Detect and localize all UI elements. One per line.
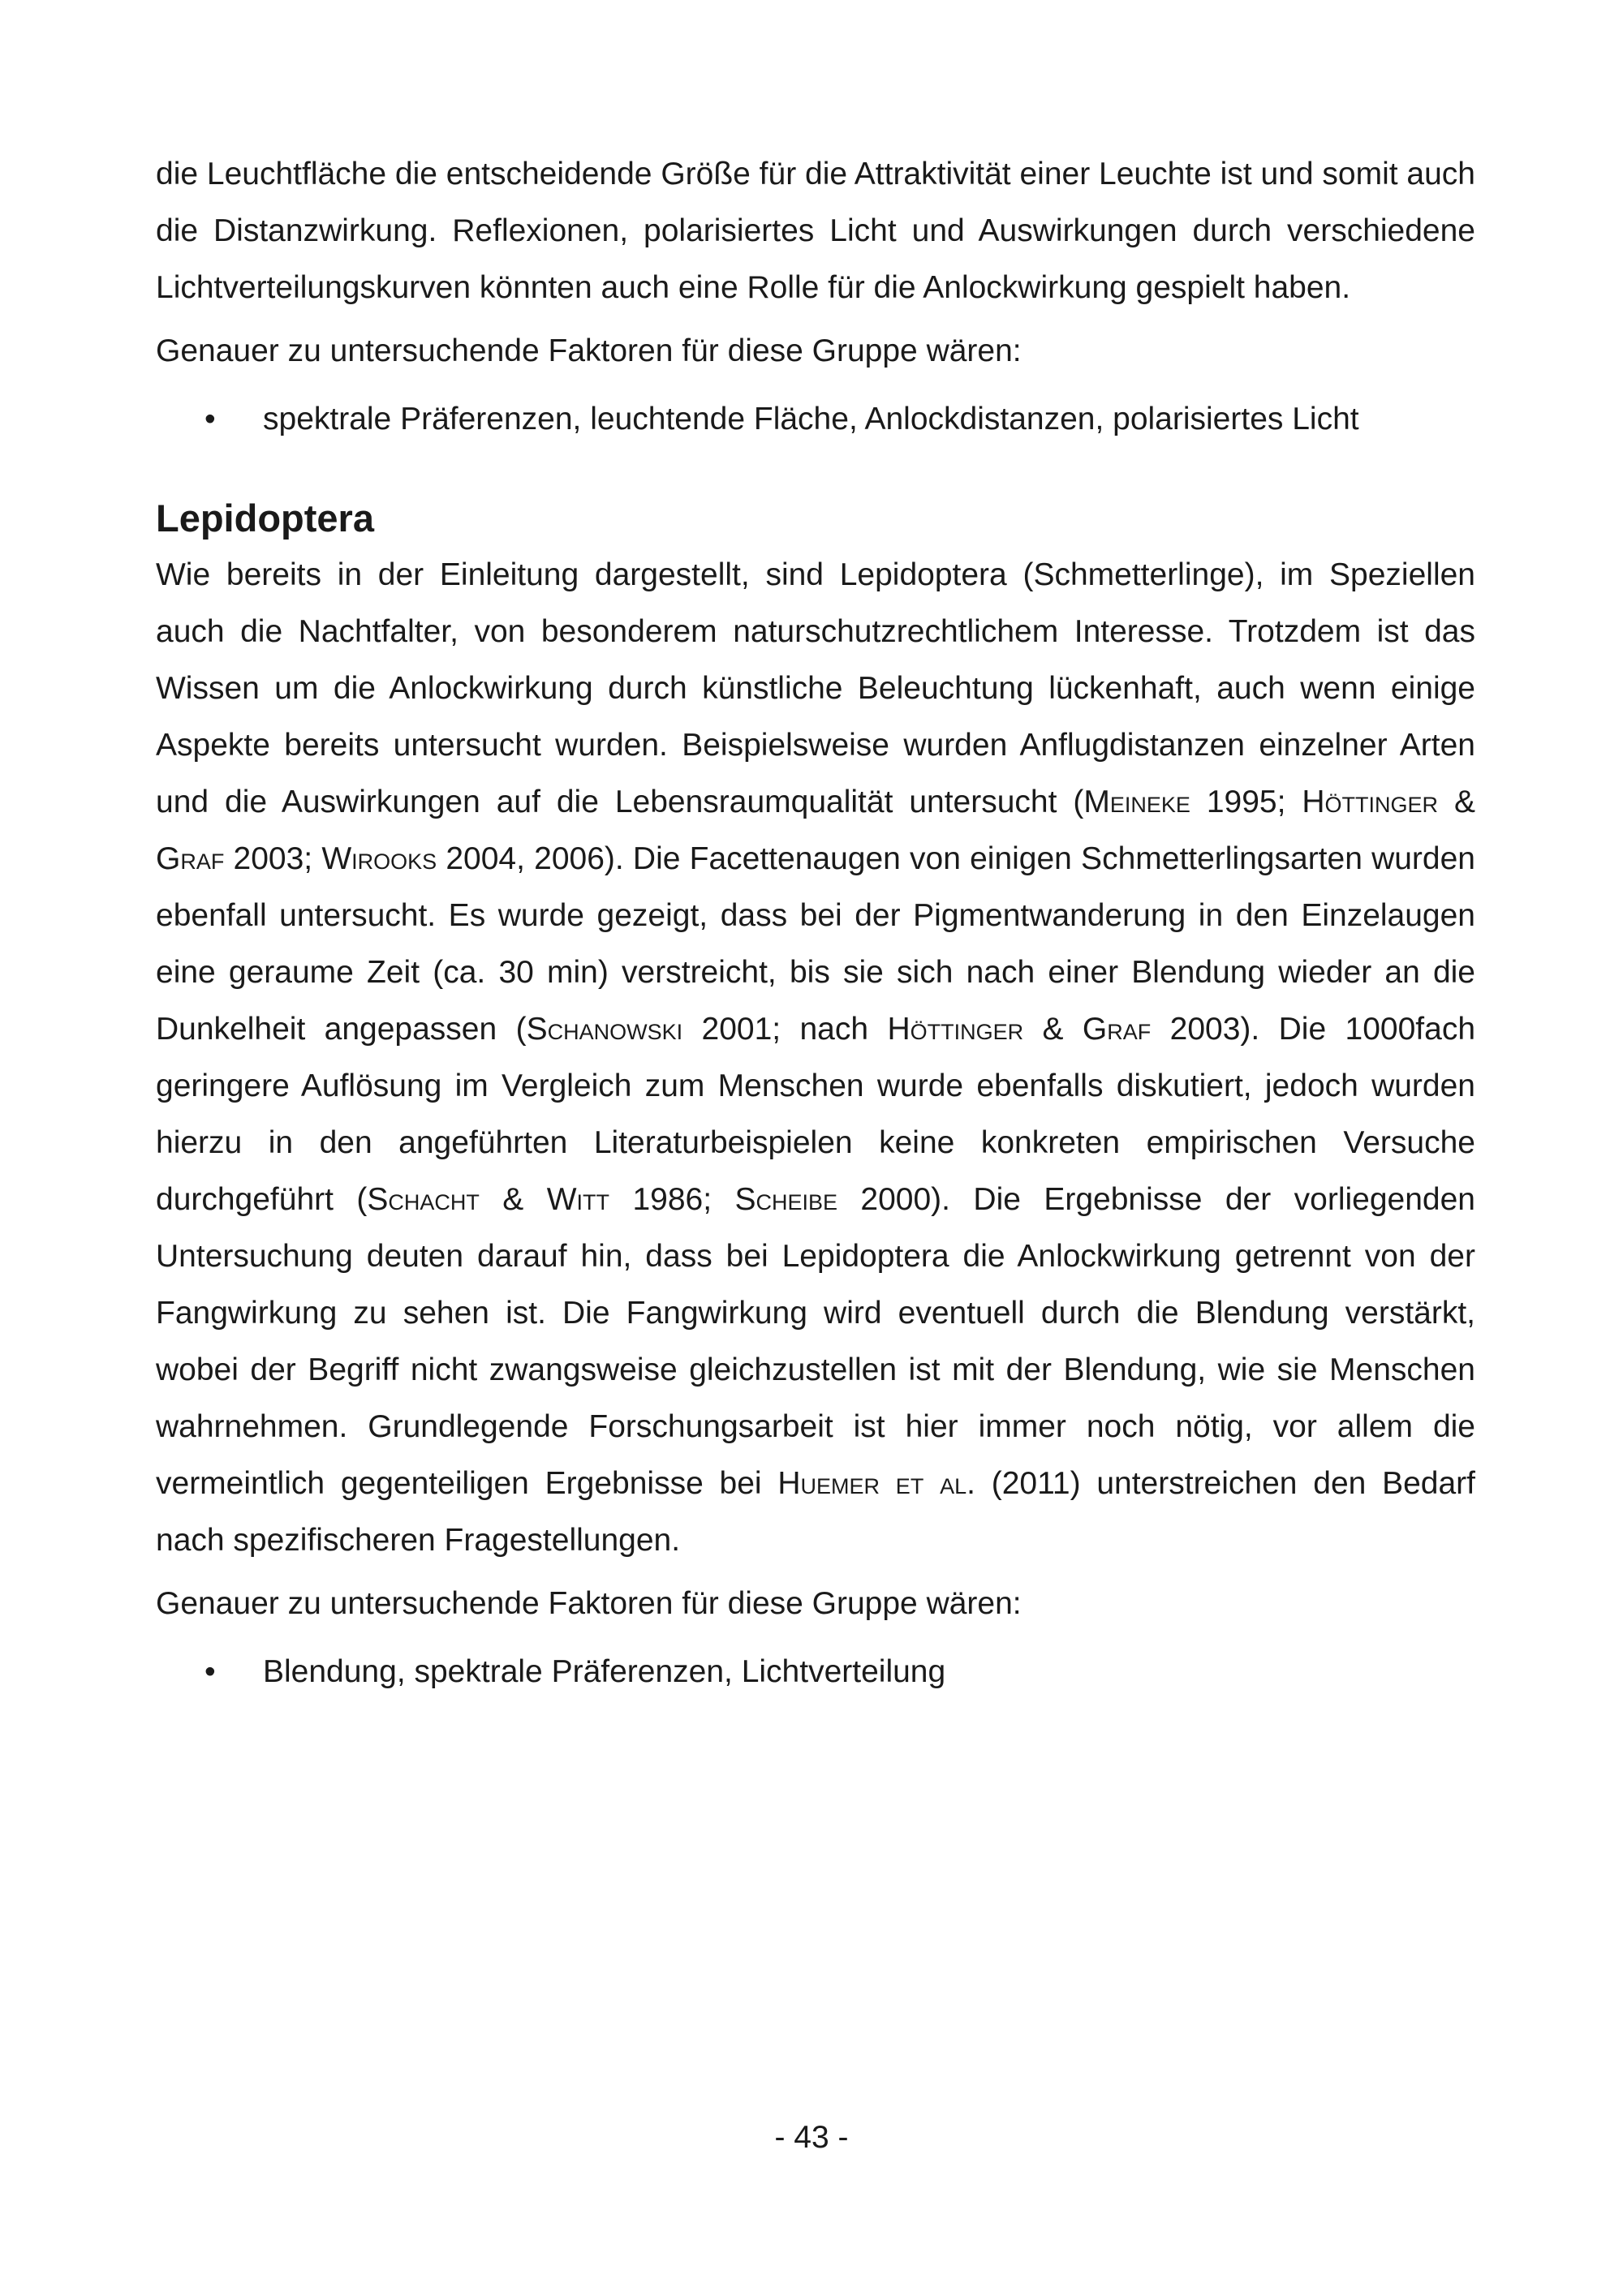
factors-list-1 [156,391,1475,448]
text-run: 2003). Die 1000fach geringere Auflösung im Vergleich zum Menschen wurde ebenfalls diskutiert, jedoch wurden hierzu in den angeführten Literaturbeispielen keine konkreten empirischen Versuche durchgeführt ( [156,1012,1476,1217]
citation-author: Schanowski [526,1012,683,1047]
text-run: 2003; [224,841,322,876]
paragraph-continuation: die Leuchtfläche die entscheidende Größe für die Attraktivität einer Leuchte ist und somit auch die Distanzwirkung. Reflexionen, polarisiertes Licht und Auswirkungen durch verschiedene Lichtverteilungskurven könnten auch eine Rolle für die Anlockwirkung gespielt haben. [156,157,1475,305]
text-run: & [1438,785,1475,819]
factors-intro-1: Genauer zu untersuchende Faktoren für diese Gruppe wären: [156,333,1022,368]
text-run: 2001; nach [682,1012,888,1047]
list-item [156,391,1475,448]
section-heading-lepidoptera: Lepidoptera [156,497,374,540]
text-run: 2004, 2006). Die Facettenaugen von einigen Schmetterlingsarten wurden ebenfall untersucht. Es wurde gezeigt, dass bei der Pigmentwanderung in den Einzelaugen eine geraume Zeit (ca. 30 min) verstreicht, bis sie sich nach einer Blendung wieder an die Dunkelheit angepassen ( [156,841,1475,1047]
bullet-icon: • [204,402,216,436]
citation-author: Höttinger [887,1012,1024,1047]
text-run: 2000). Die Ergebnisse der vorliegenden Untersuchung deuten darauf hin, dass bei Lepidoptera die Anlockwirkung getrennt von der Fangwirkung zu sehen ist. Die Fangwirkung wird eventuell durch die Blendung verstärkt, wobei der Begriff nicht zwangsweise gleichzustellen ist mit der Blendung, wie sie Menschen wahrnehmen. Grundlegende Forschungsarbeit ist hier immer noch nötig, vor allem die vermeintlich gegenteiligen Ergebnisse bei [156,1182,1475,1501]
factors-intro-2: Genauer zu untersuchende Faktoren für diese Gruppe wären: [156,1586,1022,1621]
citation-author: Huemer et al. [777,1466,975,1501]
citation-author: Höttinger [1302,785,1439,819]
list-item-text: Blendung, spektrale Präferenzen, Lichtverteilung [263,1654,946,1689]
text-run: & [1023,1012,1083,1047]
page-number: - 43 - [774,2120,849,2155]
text-run: 1995; [1190,785,1302,819]
text-run: (2011) unterstreichen den Bedarf nach spezifischeren Fragestellungen. [156,1466,1476,1558]
list-item-text: spektrale Präferenzen, leuchtende Fläche, Anlockdistanzen, polarisiertes Licht [263,402,1359,436]
citation-author: Wirooks [321,841,437,876]
text-run: & [479,1182,547,1217]
text-run: 1986; [609,1182,735,1217]
citation-author: Meineke [1083,785,1190,819]
text-run: Wie bereits in der Einleitung dargestellt, sind Lepidoptera (Schmetterlinge), im Speziellen auch die Nachtfalter, von besonderem naturschutzrechtlichem Interesse. Trotzdem ist das Wissen um die Anlockwirkung durch künstliche Beleuchtung lückenhaft, auch wenn einige Aspekte bereits untersucht wurden. Beispielsweise wurden Anflugdistanzen einzelner Arten und die Auswirkungen auf die Lebensraumqualität untersucht ( [156,557,1475,819]
citation-author: Scheibe [734,1182,837,1217]
citation-author: Witt [546,1182,610,1217]
citation-author: Schacht [367,1182,480,1217]
citation-author: Graf [156,841,225,876]
citation-author: Graf [1082,1012,1152,1047]
list-item [156,1644,1475,1701]
factors-list-2 [156,1644,1475,1701]
page-content [156,146,1475,1701]
bullet-icon: • [204,1654,216,1689]
paragraph-lepidoptera [156,547,1475,1569]
